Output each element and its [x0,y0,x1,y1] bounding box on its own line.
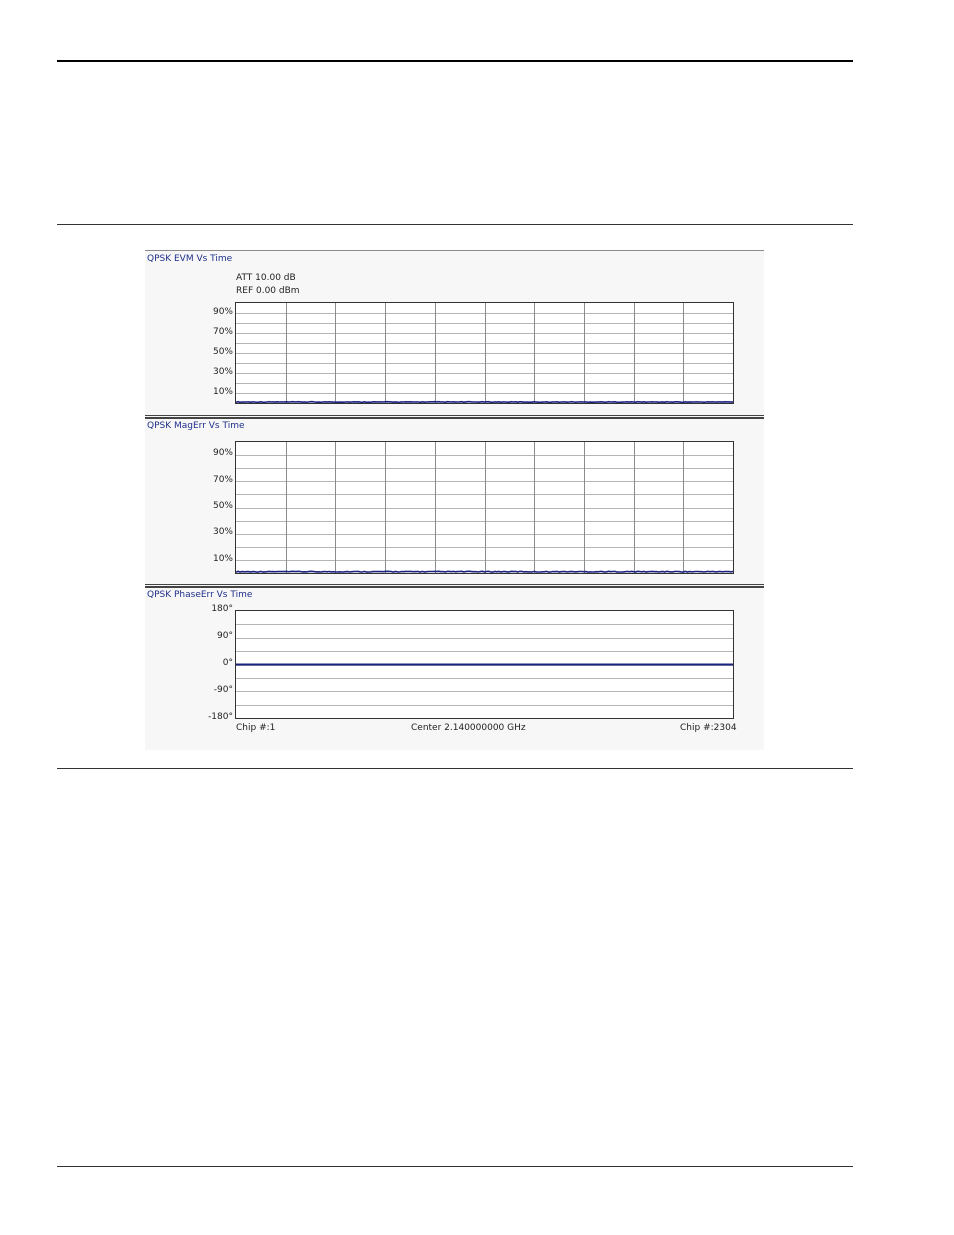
evm-plot-svg [236,303,733,403]
evm-y-tick: 50% [212,347,233,357]
figure-top-rule [57,224,853,225]
screenshot-top-border [145,250,764,251]
evm-y-tick: 90% [212,307,233,317]
phaseerr-y-tick: 180° [211,604,233,614]
phaseerr-plot-svg [236,611,733,718]
magerr-plot-svg [236,442,733,573]
panel-separator [145,584,764,588]
header-rule [57,60,853,62]
phaseerr-plot-area [235,610,734,719]
evm-plot-area [235,302,734,404]
magerr-y-tick: 90% [212,448,233,458]
analyzer-screenshot [145,250,764,750]
phaseerr-y-tick: 0° [222,658,233,668]
evm-panel-title: QPSK EVM Vs Time [147,254,233,264]
magerr-plot-area [235,441,734,574]
phaseerr-y-tick: 90° [217,631,233,641]
figure-bottom-rule [57,768,853,769]
magerr-panel-title: QPSK MagErr Vs Time [147,421,245,431]
magerr-y-tick: 70% [212,475,233,485]
phaseerr-y-tick: -180° [208,712,233,722]
x-axis-stop-label: Chip #:2304 [680,723,737,733]
phaseerr-panel-title: QPSK PhaseErr Vs Time [147,590,253,600]
panel-separator [145,415,764,419]
footer-rule [57,1166,853,1167]
evm-y-tick: 10% [212,387,233,397]
trace-magerr-line [236,571,733,572]
reference-level-readout: REF 0.00 dBm [236,286,300,296]
phaseerr-y-tick: -90° [213,685,233,695]
evm-y-tick: 30% [212,367,233,377]
evm-y-tick: 70% [212,327,233,337]
x-axis-center-label: Center 2.140000000 GHz [411,723,526,733]
x-axis-start-label: Chip #:1 [236,723,276,733]
attenuation-readout: ATT 10.00 dB [236,273,296,283]
trace-evm-line [236,402,733,403]
magerr-y-tick: 10% [212,554,233,564]
magerr-y-tick: 50% [212,501,233,511]
magerr-y-tick: 30% [212,527,233,537]
